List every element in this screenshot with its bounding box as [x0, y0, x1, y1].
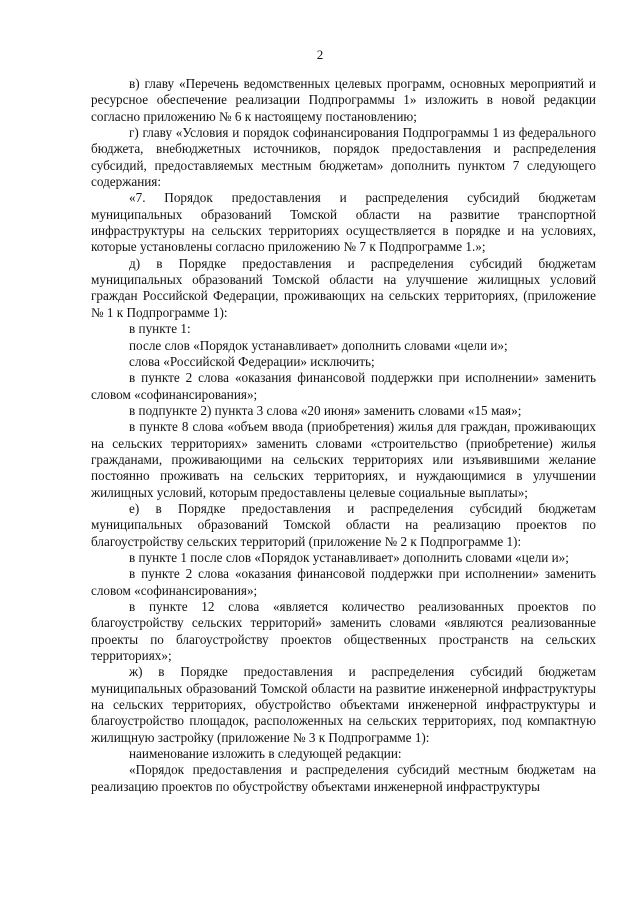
paragraph-d-item-1-b: слова «Российской Федерации» исключить; — [129, 353, 375, 369]
paragraph-d-item-8: в пункте 8 слова «объем ввода (приобретения) жилья для граждан, проживающих на сельских территориях» заменить словами «строительство (приобретение) жилья гражданами, проживающими на сельских территориях или изъявившими желание постоянно проживать на сельских территориях, и нуждающимися в улучшении жилищных условий, которым предоставлены целевые социальные выплаты»; — [91, 419, 596, 500]
paragraph-d-item-2: в пункте 2 слова «оказания финансовой поддержки при исполнении» заменить словом «софинансирования»; — [91, 370, 596, 402]
paragraph-v: в) главу «Перечень ведомственных целевых программ, основных мероприятий и ресурсное обеспечение реализации Подпрограммы 1» изложить в новой редакции согласно приложению № 6 к настоящему постановлению; — [91, 76, 596, 124]
page-number: 2 — [316, 47, 324, 62]
paragraph-d: д) в Порядке предоставления и распределения субсидий бюджетам муниципальных образований Томской области на улучшение жилищных условий граждан Российской Федерации, проживающих на сельских территориях, (приложение № 1 к Подпрограмме 1): — [91, 255, 596, 320]
paragraph-e-item-12: в пункте 12 слова «является количество реализованных проектов по благоустройству сельских территорий» заменить словами «являются реализованные проекты по благоустройству проектов общественных пространств на сельских территориях»; — [91, 599, 596, 664]
paragraph-zh: ж) в Порядке предоставления и распределения субсидий бюджетам муниципальных образований Томской области на развитие инженерной инфраструктуры на сельских территориях, обустройство объектами инженерной инфраструктуры и благоустройство площадок, расположенных на сельских территориях, под компактную жилищную застройку (приложение № 3 к Подпрограмме 1): — [91, 664, 596, 745]
paragraph-d-item-1: в пункте 1: — [129, 321, 191, 337]
paragraph-e-item-1: в пункте 1 после слов «Порядок устанавливает» дополнить словами «цели и»; — [129, 549, 569, 565]
paragraph-g: г) главу «Условия и порядок софинансирования Подпрограммы 1 из федерального бюджета, внебюджетных источников, порядок предоставления и распределения субсидий, предоставляемых местным бюджетам» дополнить пунктом 7 следующего содержания: — [91, 125, 596, 190]
paragraph-g-point-7: «7. Порядок предоставления и распределения субсидий бюджетам муниципальных образований Томской области на развитие транспортной инфраструктуры на сельских территориях осуществляется в порядке и на условиях, которые установлены согласно приложению № 7 к Подпрограмме 1.»; — [91, 190, 596, 255]
paragraph-e: е) в Порядке предоставления и распределения субсидий бюджетам муниципальных образований Томской области на реализацию проектов по благоустройству сельских территорий (приложение № 2 к Подпрограмме 1): — [91, 500, 596, 549]
paragraph-d-item-3: в подпункте 2) пункта 3 слова «20 июня» заменить словами «15 мая»; — [129, 402, 522, 418]
paragraph-zh-new-title: «Порядок предоставления и распределения субсидий местным бюджетам на реализацию проектов по обустройству объектами инженерной инфраструктуры — [91, 762, 596, 794]
document-body — [91, 76, 596, 795]
paragraph-d-item-1-a: после слов «Порядок устанавливает» дополнить словами «цели и»; — [129, 337, 508, 353]
paragraph-zh-name: наименование изложить в следующей редакции: — [129, 746, 402, 762]
paragraph-e-item-2: в пункте 2 слова «оказания финансовой поддержки при исполнении» заменить словом «софинансирования»; — [91, 566, 596, 598]
